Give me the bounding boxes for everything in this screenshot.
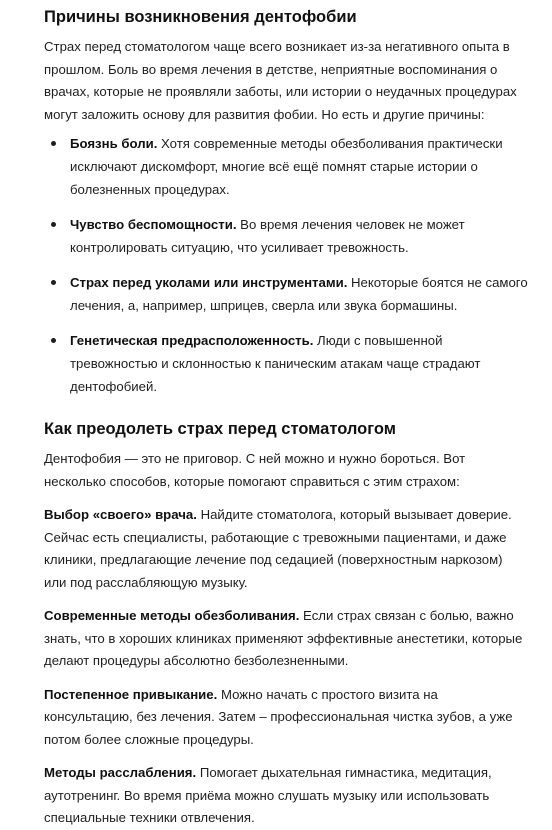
method-term: Выбор «своего» врача. <box>44 507 197 522</box>
method-text: Найдите стоматолога, который вызывает доверие. Сейчас есть специалисты, работающие с тревожными пациентами, и даже клиники, предлагающие лечение под седацией (поверхностным наркозом) или под расслабляющую музыку. <box>44 507 512 590</box>
method-term: Постепенное привыкание. <box>44 686 218 702</box>
bullet-icon <box>51 222 56 227</box>
bullet-icon <box>51 141 56 146</box>
list-item-term: Генетическая предрасположенность. <box>70 333 314 348</box>
list-item <box>44 329 528 398</box>
section-intro-causes: Страх перед стоматологом чаще всего возникает из-за негативного опыта в прошлом. Боль во время лечения в детстве, неприятные воспоминания о врачах, которые не проявляли заботы, или истории о неудачных процедурах могут заложить основу для развития фобии. Но есть и другие причины: <box>44 39 517 122</box>
method-term: Современные методы обезболивания. <box>44 608 300 623</box>
list-item <box>44 132 528 201</box>
section-overcome <box>44 418 528 830</box>
section-heading-causes: Причины возникновения дентофобии <box>44 8 357 26</box>
method-text: Если страх связан с болью, важно знать, что в хороших клиниках применяют эффективные анестетики, которые делают процедуры абсолютно безболезненными. <box>44 608 523 668</box>
list-item-text: Люди с повышенной тревожностью и склонностью к паническим атакам чаще страдают дентофобией. <box>70 333 481 394</box>
list-item-term: Чувство беспомощности. <box>70 217 237 232</box>
list-item-text: Хотя современные методы обезболивания практически исключают дискомфорт, многие всё ещё помнят старые истории о болезненных процедурах. <box>70 136 503 197</box>
method-paragraph <box>44 605 528 673</box>
list-item <box>44 213 528 259</box>
list-item-text: Некоторые боятся не самого лечения, а, например, шприцев, сверла или звука бормашины. <box>70 275 528 313</box>
method-paragraph <box>44 504 528 594</box>
method-paragraph <box>44 762 528 830</box>
list-item-text: Во время лечения человек не может контролировать ситуацию, что усиливает тревожность. <box>70 217 465 255</box>
section-heading-overcome: Как преодолеть страх перед стоматологом <box>44 420 396 438</box>
method-paragraph <box>44 684 528 752</box>
causes-list <box>44 132 528 398</box>
section-causes <box>44 6 528 398</box>
list-item-term: Страх перед уколами или инструментами. <box>70 275 348 290</box>
method-term: Методы расслабления. <box>44 765 197 780</box>
bullet-icon <box>51 338 56 343</box>
method-text: Помогает дыхательная гимнастика, медитация, аутотренинг. Во время приёма можно слушать музыку или использовать специальные техники отвлечения. <box>44 765 492 825</box>
list-item <box>44 271 528 317</box>
method-text: Можно начать с простого визита на консультацию, без лечения. Затем – профессиональная чистка зубов, а уже потом более сложные процедуры. <box>44 686 513 747</box>
section-intro-overcome: Дентофобия — это не приговор. С ней можно и нужно бороться. Вот несколько способов, которые помогают справиться с этим страхом: <box>44 451 466 489</box>
bullet-icon <box>51 280 56 285</box>
list-item-term: Боязнь боли. <box>70 136 158 151</box>
